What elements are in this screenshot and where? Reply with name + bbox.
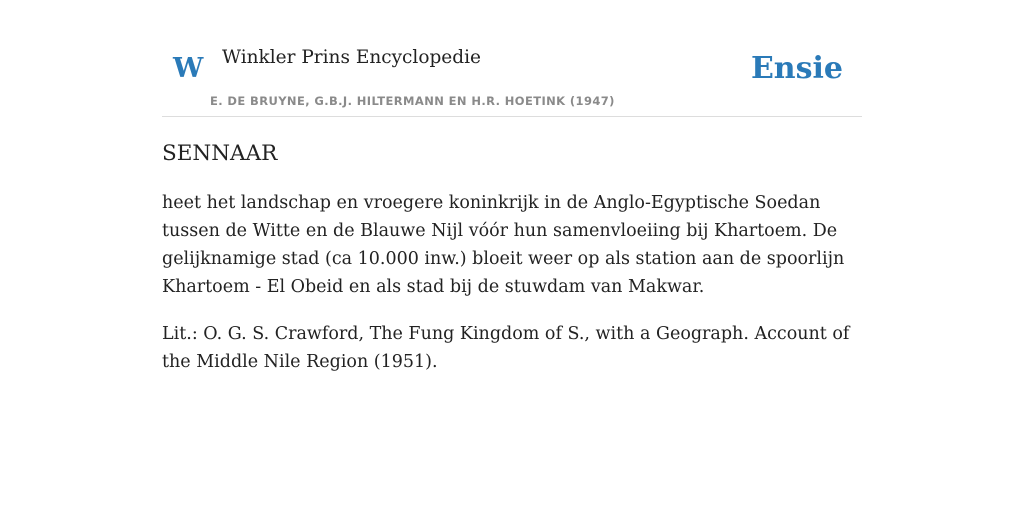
source-title[interactable]: Winkler Prins Encyclopedie <box>222 47 481 68</box>
article-title: SENNAAR <box>162 141 278 166</box>
page-header <box>162 30 862 117</box>
brand-logo-link[interactable]: Ensie <box>750 51 843 86</box>
article <box>162 138 862 376</box>
source-authors: E. DE BRUYNE, G.B.J. HILTERMANN EN H.R. HOETINK (1947) <box>210 94 615 108</box>
encyclopedia-logo-icon: W <box>173 53 204 84</box>
article-literature: Lit.: O. G. S. Crawford, The Fung Kingdom of S., with a Geograph. Account of the Middle Nile Region (1951). <box>162 324 850 372</box>
article-body: heet het landschap en vroegere koninkrijk in de Anglo-Egyptische Soedan tussen de Witte en de Blauwe Nijl vóór hun samenvloeiing bij Khartoem. De gelijknamige stad (ca 10.000 inw.) bloeit weer op als station aan de spoorlijn Khartoem - El Obeid en als stad bij de stuwdam van Makwar. <box>162 193 845 297</box>
